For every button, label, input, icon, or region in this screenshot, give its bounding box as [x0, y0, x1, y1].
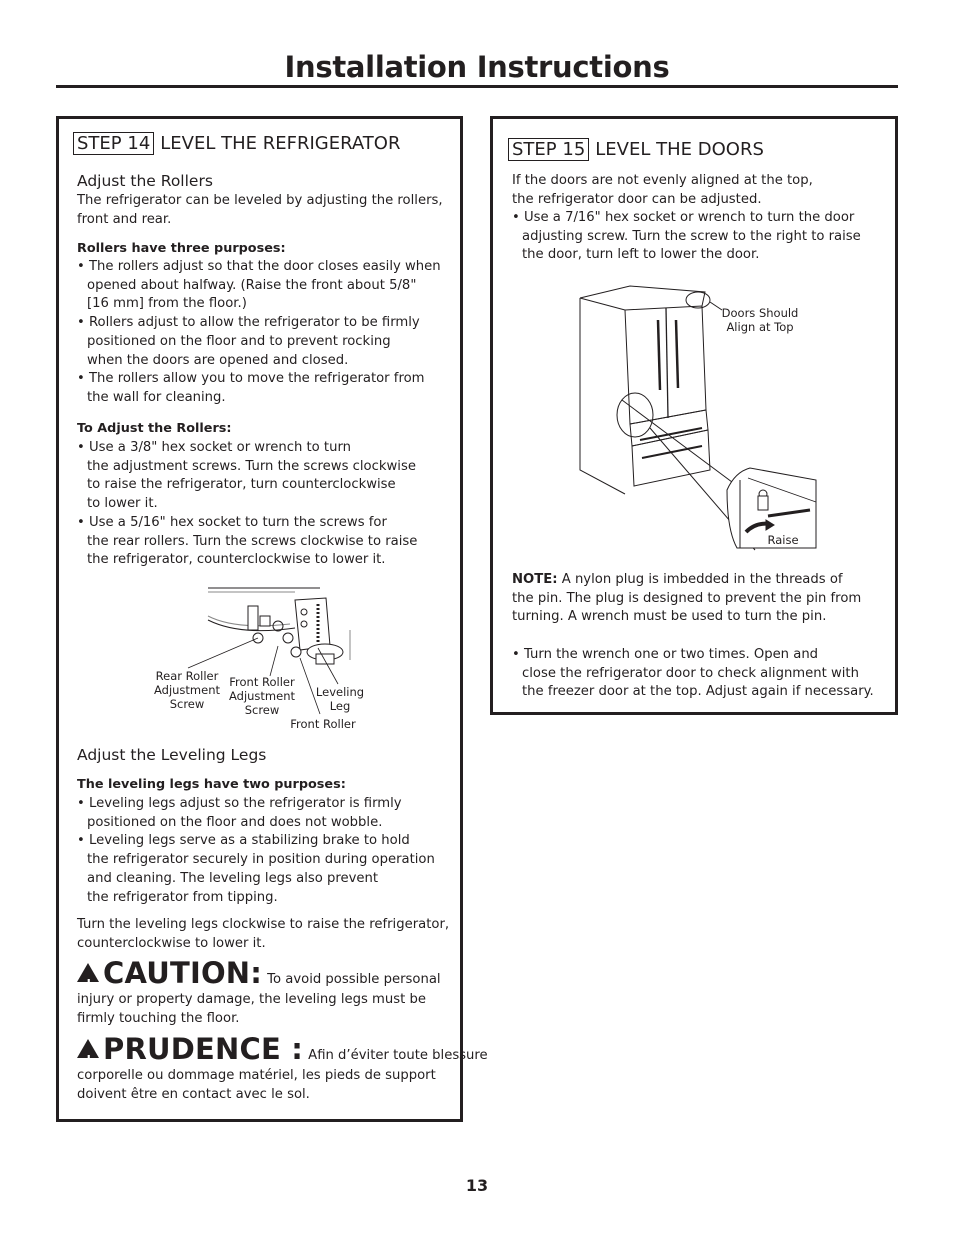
page-title: Installation Instructions: [284, 50, 670, 84]
title-rule: [56, 85, 898, 88]
leveling-leg-label: Leveling Leg: [315, 685, 365, 713]
step14-number: STEP 14: [73, 132, 154, 155]
legs-title: Adjust the Leveling Legs: [77, 746, 267, 764]
step15-bullet1: • Use a 7/16" hex socket or wrench to turn the door adjusting screw. Turn the screw to the right to raise the door, turn left to lower the door.: [512, 210, 861, 263]
rear-roller-label: Rear Roller Adjustment Screw: [153, 669, 221, 711]
front-roller-label: Front Roller: [290, 717, 356, 731]
rollers-intro: The refrigerator can be leveled by adjusting the rollers, front and rear.: [77, 193, 443, 227]
list-item: • Leveling legs adjust so the refrigerator is firmly positioned on the floor and does not wobble.: [77, 796, 402, 830]
raise-label: Raise: [767, 533, 799, 547]
list-item: • The rollers adjust so that the door closes easily when opened about halfway. (Raise the front about 5/8" [16 mm] from the floor.): [77, 259, 441, 312]
prudence-word: PRUDENCE :: [103, 1032, 304, 1066]
warning-icon: !: [77, 963, 99, 982]
step15-intro: If the doors are not evenly aligned at the top, the refrigerator door can be adjusted.: [512, 173, 813, 207]
step15-heading: LEVEL THE DOORS: [595, 139, 764, 160]
caution-word: CAUTION:: [103, 956, 263, 990]
legs-purposes-list: [77, 795, 435, 907]
list-item: • The rollers allow you to move the refrigerator from the wall for cleaning.: [77, 371, 425, 405]
step14-header: [73, 133, 400, 154]
rollers-title: Adjust the Rollers: [77, 172, 213, 190]
step15-bullet2: • Turn the wrench one or two times. Open and close the refrigerator door to check alignment with the freezer door at the top. Adjust again if necessary.: [512, 647, 874, 700]
list-item: • Use a 3/8" hex socket or wrench to turn the adjustment screws. Turn the screws clockwise to raise the refrigerator, turn counterclockwise to lower it.: [77, 440, 416, 512]
caution-text-first: To avoid possible personal: [267, 972, 441, 987]
list-item: • Leveling legs serve as a stabilizing brake to hold the refrigerator securely in position during operation and cleaning. The leveling legs also prevent the refrigerator from tipping.: [77, 833, 435, 905]
prudence-block: ! PRUDENCE : Afin d’éviter toute blessure corporelle ou dommage matériel, les pieds de support doivent être en contact avec le sol.: [77, 1032, 488, 1102]
legs-turn-text: Turn the leveling legs clockwise to raise the refrigerator, counterclockwise to lower it.: [77, 917, 450, 951]
doors-align-label: Doors Should Align at Top: [721, 306, 799, 334]
caution-block: ! CAUTION: To avoid possible personal injury or property damage, the leveling legs must be firmly touching the floor.: [77, 956, 441, 1026]
list-item: • Use a 5/16" hex socket to turn the screws for the rear rollers. Turn the screws clockwise to raise the refrigerator, counterclockwise to lower it.: [77, 514, 418, 568]
warning-icon: !: [77, 1039, 99, 1058]
step15-header: [508, 139, 764, 160]
rollers-purposes-title: Rollers have three purposes:: [77, 241, 286, 256]
adjust-rollers-title: To Adjust the Rollers:: [77, 421, 232, 436]
page-number: 13: [465, 1176, 489, 1195]
step15-number: STEP 15: [508, 138, 589, 161]
prudence-text-first: Afin d’éviter toute blessure: [308, 1048, 488, 1063]
adjust-rollers-list: [77, 439, 417, 570]
step15-note: NOTE: A nylon plug is imbedded in the threads of the pin. The plug is designed to prevent the pin from turning. A wrench must be used to turn the pin.: [512, 572, 862, 625]
note-label: NOTE:: [512, 572, 558, 587]
step14-heading: LEVEL THE REFRIGERATOR: [160, 133, 401, 154]
front-roller-screw-label: Front Roller Adjustment Screw: [228, 675, 296, 717]
legs-purposes-title: The leveling legs have two purposes:: [77, 777, 346, 792]
rollers-purposes-list: [77, 258, 441, 408]
list-item: • Rollers adjust to allow the refrigerator to be firmly positioned on the floor and to prevent rocking when the doors are opened and closed.: [77, 315, 420, 368]
